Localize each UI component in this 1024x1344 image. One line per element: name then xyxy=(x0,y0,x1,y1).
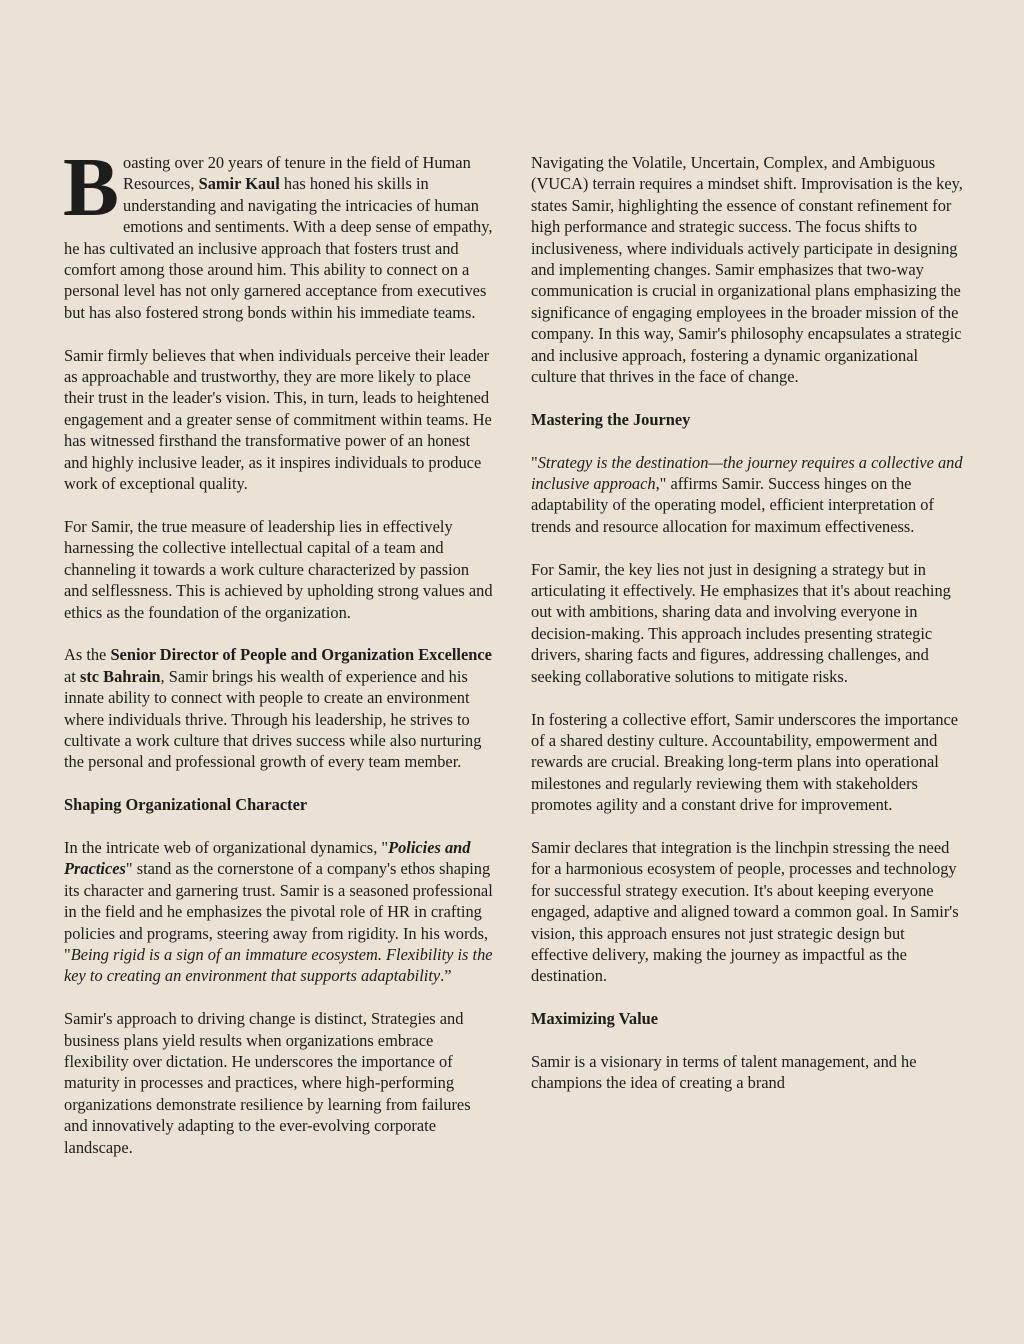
strategy-text-a: " xyxy=(531,452,538,472)
drop-cap: B xyxy=(63,141,120,234)
paragraph-role xyxy=(64,644,496,772)
paragraph-articulating: For Samir, the key lies not just in designing a strategy but in articulating it effectively. He emphasizes that it's about reaching out with ambitions, sharing data and involving everyone in decision-making. This approach includes presenting strategic drivers, sharing facts and figures, addressing challenges, and seeking collaborative solutions to mitigate risks. xyxy=(531,559,951,686)
section-heading-shaping: Shaping Organizational Character xyxy=(64,795,308,815)
role-text-b: at xyxy=(64,666,80,686)
left-column xyxy=(63,141,496,1179)
section-heading-journey: Mastering the Journey xyxy=(531,409,691,429)
policies-emphasis: Policies and Practices xyxy=(64,837,471,879)
paragraph-integration: Samir declares that integration is the linchpin stressing the need for a harmonious ecosystem of people, processes and technology for successful strategy execution. It's about keeping everyone engaged, adaptive and aligned toward a common goal. In Samir's vision, this approach ensures not just strategic design but effective delivery, making the journey as impactful as the destination. xyxy=(531,837,959,986)
strategy-quote: Strategy is the destination—the journey requires a collective and inclusive approach xyxy=(531,452,963,494)
role-text-c: , Samir brings his wealth of experience and his innate ability to connect with people to create an environment where individuals thrive. Through his leadership, he strives to cultivate a work culture that drives success while also nurturing the personal and professional growth of every team member. xyxy=(64,666,482,772)
company-name: stc Bahrain xyxy=(79,666,161,686)
policies-text-b: " stand as the cornerstone of a company's ethos shaping its character and garnering trust. Samir is a seasoned professional in the field and he emphasizes the pivotal role of HR in crafting policies and programs, steering away from rigidity. In his words, " xyxy=(64,859,493,964)
section-heading-value: Maximizing Value xyxy=(531,1009,659,1029)
paragraph-change-approach: Samir's approach to driving change is distinct, Strategies and business plans yield results when organizations embrace flexibility over dictation. He underscores the importance of maturity in processes and practices, where high-performing organizations demonstrate resilience by learning from failures and innovatively adapting to the ever-evolving corporate landscape. xyxy=(64,1009,471,1157)
policies-text-a: In the intricate web of organizational dynamics, " xyxy=(64,837,389,857)
paragraph-leadership-measure: For Samir, the true measure of leadership lies in effectively harnessing the collective intellectual capital of a team and channeling it towards a work culture characterized by passion and selflessness. This is achieved by upholding strong values and ethics as the foundation of the organization. xyxy=(64,516,493,622)
paragraph-vuca: Navigating the Volatile, Uncertain, Complex, and Ambiguous (VUCA) terrain requires a mindset shift. Improvisation is the key, states Samir, highlighting the essence of constant refinement for high performance and strategic success. The focus shifts to inclusiveness, where individuals actively participate in designing and implementing changes. Samir emphasizes that two-way communication is crucial in organizational plans emphasizing the significance of engaging employees in the broader mission of the company. In this way, Samir's philosophy encapsulates a strategic and inclusive approach, fostering a dynamic organizational culture that thrives in the face of change. xyxy=(531,153,963,387)
job-title: Senior Director of People and Organization Excellence xyxy=(110,645,492,665)
intro-text-a: oasting over 20 years of tenure in the field of Human Resources, xyxy=(123,153,471,194)
policies-quote: Being rigid is a sign of an immature ecosystem. Flexibility is the key to creating an environment that supports adaptability xyxy=(64,944,493,986)
intro-paragraph xyxy=(63,141,496,323)
policies-text-c: .” xyxy=(440,966,452,986)
paragraph-policies xyxy=(64,837,496,987)
paragraph-collective-effort: In fostering a collective effort, Samir underscores the importance of a shared destiny culture. Accountability, empowerment and rewards are crucial. Breaking long-term plans into operational milestones and regularly reviewing them with stakeholders promotes agility and a constant drive for improvement. xyxy=(531,709,959,815)
paragraph-talent: Samir is a visionary in terms of talent management, and he champions the idea of creating a brand xyxy=(531,1051,917,1093)
paragraph-trust: Samir firmly believes that when individuals perceive their leader as approachable and trustworthy, they are more likely to place their trust in the leader's vision. This, in turn, leads to heightened engagement and a greater sense of commitment within teams. He has witnessed firsthand the transformative power of an honest and highly inclusive leader, as it inspires individuals to produce work of exceptional quality. xyxy=(64,345,492,494)
strategy-text-b: ," affirms Samir. Success hinges on the adaptability of the operating model, efficient interpretation of trends and resource allocation for maximum effectiveness. xyxy=(531,474,934,536)
person-name: Samir Kaul xyxy=(198,174,280,194)
paragraph-strategy-quote xyxy=(531,452,963,538)
right-column xyxy=(531,152,963,1115)
intro-text-b: has honed his skills in understanding and navigating the intricacies of human emotions and sentiments. With a deep sense of empathy, he has cultivated an inclusive approach that fosters trust and comfort among those around him. This ability to connect on a personal level has not only garnered acceptance from executives but has also fostered strong bonds within his immediate teams. xyxy=(64,174,493,322)
role-text-a: As the xyxy=(64,645,111,665)
